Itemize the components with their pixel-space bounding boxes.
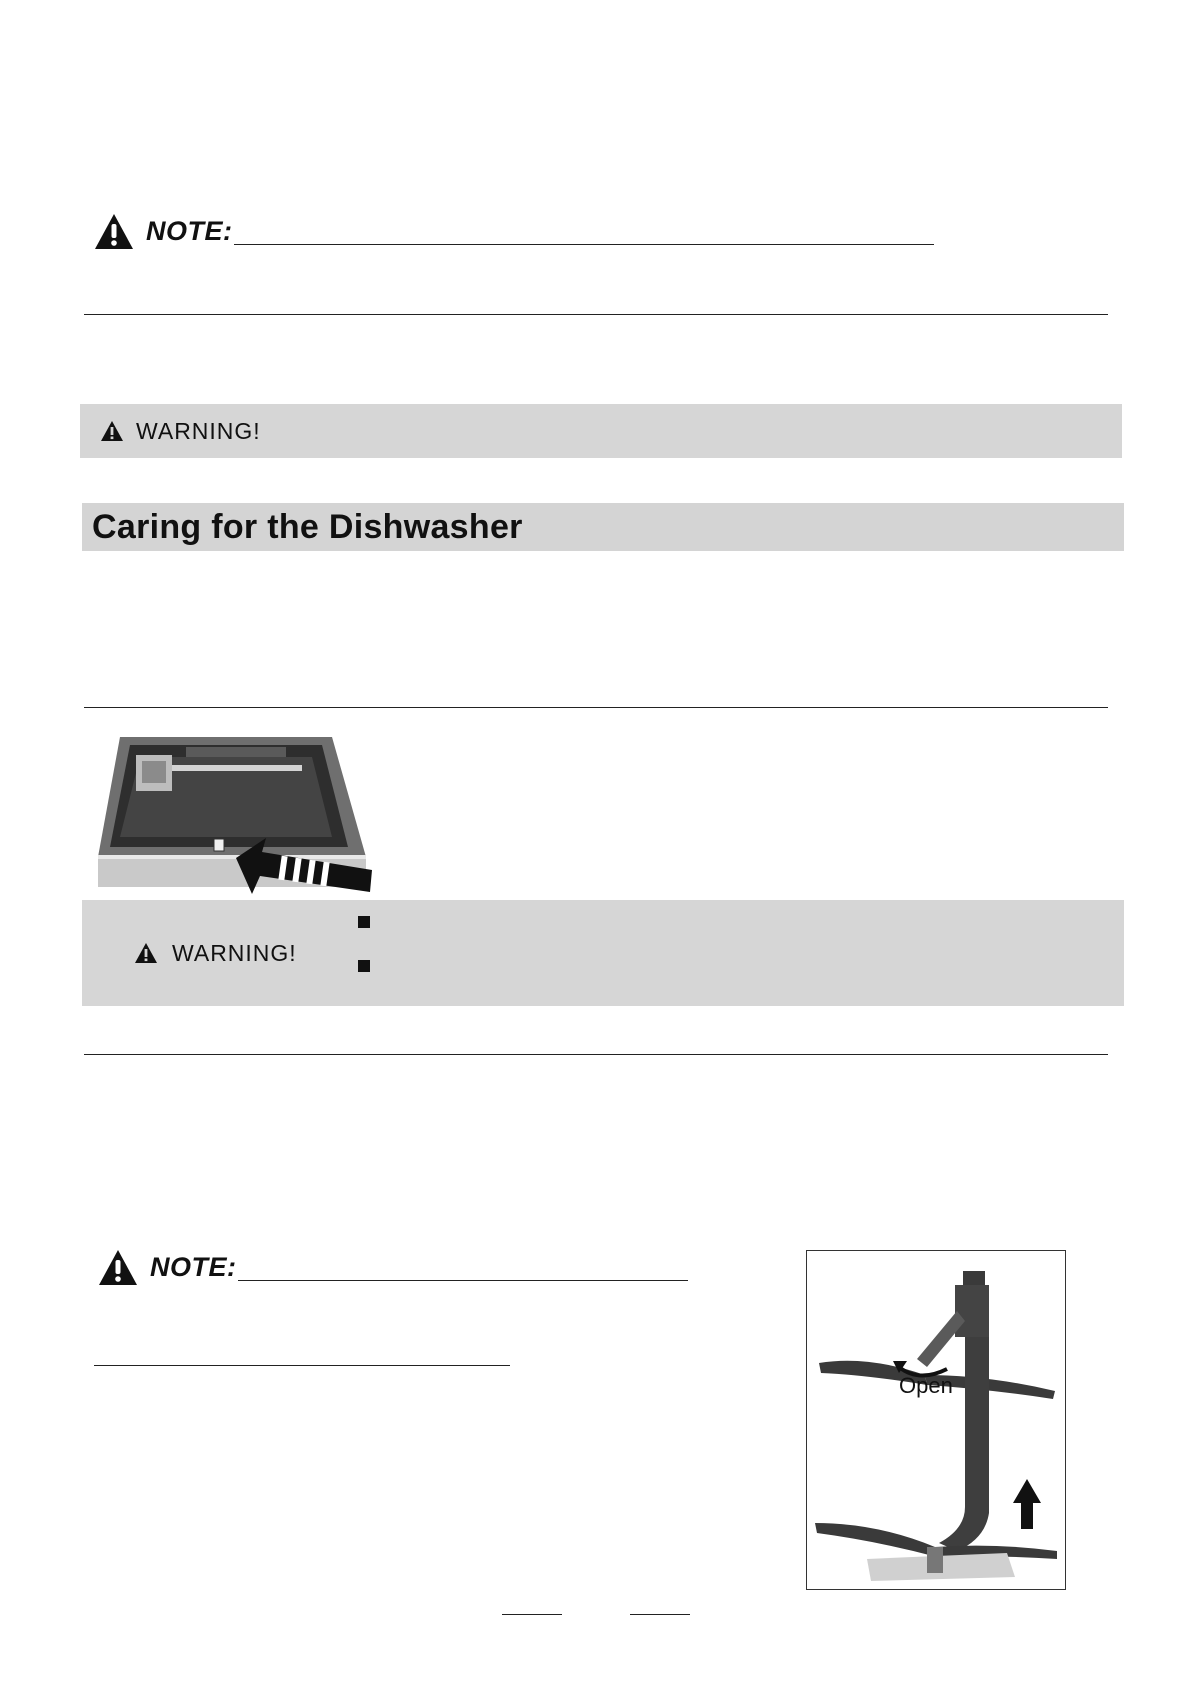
- warning-triangle-icon: [134, 942, 158, 964]
- warning-bar: [82, 900, 1124, 1006]
- section-title: Caring for the Dishwasher: [92, 508, 523, 546]
- warning-bar: [80, 404, 1122, 458]
- note-underline: [234, 244, 934, 245]
- bullet-square-icon: [358, 960, 370, 972]
- warning-triangle-icon: [100, 420, 124, 442]
- warning-label: WARNING!: [136, 418, 261, 444]
- open-label: Open: [899, 1373, 953, 1398]
- spray-arm-illustration: [807, 1251, 1065, 1589]
- warning-label: WARNING!: [172, 940, 297, 966]
- note-header-2: [98, 1248, 698, 1288]
- note-label: NOTE:: [146, 216, 233, 246]
- spray-arm-figure: [806, 1250, 1066, 1590]
- note-header-1: [94, 212, 934, 252]
- note-label: NOTE:: [150, 1252, 237, 1282]
- page-number-rule-right: [630, 1614, 690, 1615]
- divider: [84, 314, 1108, 315]
- divider: [84, 1054, 1108, 1055]
- bullet-square-icon: [358, 916, 370, 928]
- warning-triangle-icon: [94, 212, 134, 250]
- divider: [94, 1365, 510, 1366]
- page-number-rule-left: [502, 1614, 562, 1615]
- section-heading-bar: [82, 503, 1124, 551]
- divider: [84, 707, 1108, 708]
- arrow-icon: [232, 836, 378, 896]
- note-underline: [238, 1280, 688, 1281]
- warning-triangle-icon: [98, 1248, 138, 1286]
